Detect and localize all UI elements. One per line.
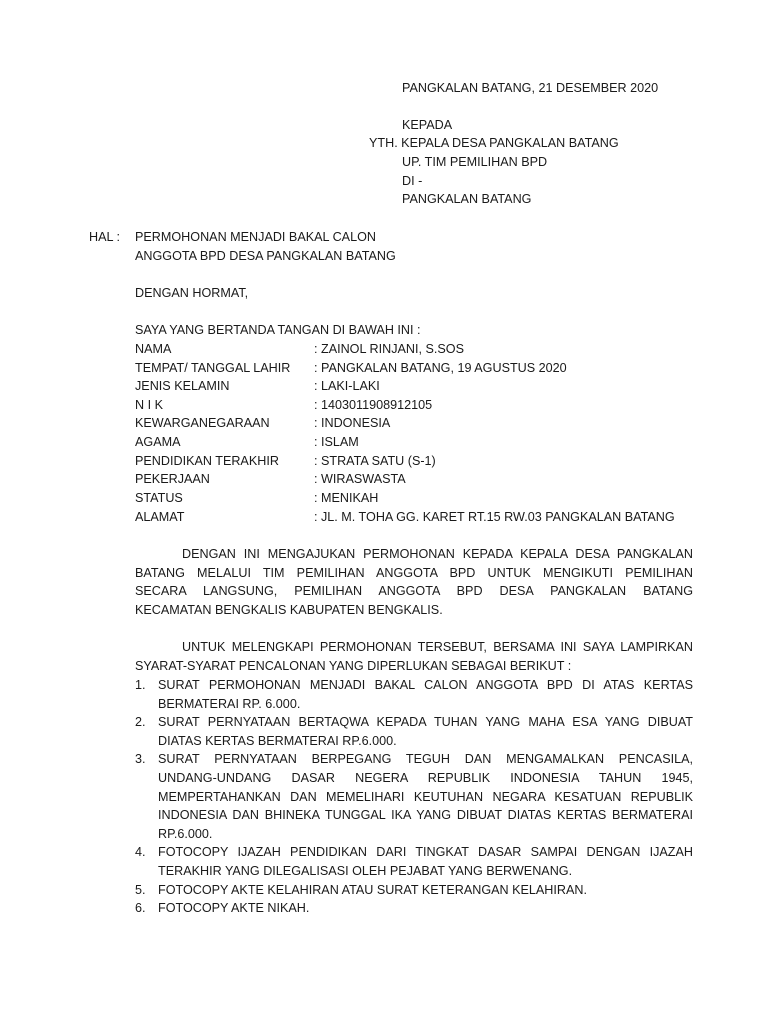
paragraph-request xyxy=(135,545,693,619)
paragraph-attachments xyxy=(135,638,693,675)
list-item-text: FOTOCOPY AKTE KELAHIRAN ATAU SURAT KETERANGAN KELAHIRAN. xyxy=(158,882,587,897)
field-value-pekerjaan: : WIRASWASTA xyxy=(314,472,406,486)
recipient-kepada: KEPADA xyxy=(402,118,453,132)
recipient-up: UP. TIM PEMILIHAN BPD xyxy=(402,155,548,169)
list-item-number: 4. xyxy=(135,845,146,860)
list-item xyxy=(135,843,693,880)
field-label-agama: AGAMA xyxy=(135,435,181,449)
list-item xyxy=(135,713,693,750)
field-label-kewarganegaraan: KEWARGANEGARAAN xyxy=(135,416,270,430)
paragraph-attachments-line: UNTUK MELENGKAPI PERMOHONAN TERSEBUT, BERSAMA INI SAYA LAMPIRKAN xyxy=(182,640,693,654)
list-item-text: UNDANG-UNDANG DASAR NEGERA REPUBLIK INDONESIA TAHUN 1945, xyxy=(158,770,693,785)
recipient-yth: YTH. KEPALA DESA PANGKALAN BATANG xyxy=(369,136,619,150)
field-value-agama: : ISLAM xyxy=(314,435,359,449)
greeting: DENGAN HORMAT, xyxy=(135,286,249,300)
list-item-number: 6. xyxy=(135,901,146,916)
list-item-text: MEMPERTAHANKAN DAN MEMELIHARI KEUTUHAN NEGARA KESATUAN REPUBLIK xyxy=(158,789,693,804)
field-label-ttl: TEMPAT/ TANGGAL LAHIR xyxy=(135,361,291,375)
paragraph-attachments-line: SYARAT-SYARAT PENCALONAN YANG DIPERLUKAN SEBAGAI BERIKUT : xyxy=(135,658,572,673)
list-item-number: 3. xyxy=(135,752,146,767)
list-item-text: TERAKHIR YANG DILEGALISASI OLEH PEJABAT YANG BERWENANG. xyxy=(158,863,573,878)
subject-line-1: PERMOHONAN MENJADI BAKAL CALON xyxy=(135,230,376,244)
recipient-place: PANGKALAN BATANG xyxy=(402,192,532,206)
recipient-di: DI - xyxy=(402,174,423,188)
place-date: PANGKALAN BATANG, 21 DESEMBER 2020 xyxy=(402,81,659,95)
field-value-kewarganegaraan: : INDONESIA xyxy=(314,416,391,430)
field-label-nama: NAMA xyxy=(135,342,172,356)
intro-statement: SAYA YANG BERTANDA TANGAN DI BAWAH INI : xyxy=(135,323,421,337)
field-value-jenis-kelamin: : LAKI-LAKI xyxy=(314,379,380,393)
list-item-number: 2. xyxy=(135,715,146,730)
list-item xyxy=(135,676,693,713)
list-item-number: 5. xyxy=(135,882,146,897)
list-item-text: INDONESIA DAN BHINEKA TUNGGAL IKA YANG DIBUAT DIATAS KERTAS BERMATERAI xyxy=(158,808,693,823)
field-label-nik: N I K xyxy=(135,398,163,412)
list-item-text: SURAT PERNYATAAN BERPEGANG TEGUH DAN MENGAMALKAN PENCASILA, xyxy=(158,752,693,767)
paragraph-request-line: DENGAN INI MENGAJUKAN PERMOHONAN KEPADA KEPALA DESA PANGKALAN xyxy=(182,547,693,561)
subject-label: HAL : xyxy=(89,230,121,244)
list-item-text: BERMATERAI RP. 6.000. xyxy=(158,696,301,711)
list-item-text: SURAT PERMOHONAN MENJADI BAKAL CALON ANGGOTA BPD DI ATAS KERTAS xyxy=(158,678,693,692)
paragraph-request-line: BATANG MELALUI TIM PEMILIHAN ANGGOTA BPD UNTUK MENGIKUTI PEMILIHAN xyxy=(135,565,693,580)
list-item xyxy=(135,881,693,900)
requirements-list xyxy=(135,676,693,918)
subject-line-2: ANGGOTA BPD DESA PANGKALAN BATANG xyxy=(135,249,396,263)
field-label-pekerjaan: PEKERJAAN xyxy=(135,472,210,486)
paragraph-request-line: SECARA LANGSUNG, PEMILIHAN ANGGOTA BPD DESA PANGKALAN BATANG xyxy=(135,584,693,599)
field-value-ttl: : PANGKALAN BATANG, 19 AGUSTUS 2020 xyxy=(314,361,567,375)
field-value-nama: : ZAINOL RINJANI, S.SOS xyxy=(314,342,464,356)
field-value-nik: : 1403011908912105 xyxy=(314,398,433,412)
field-value-alamat: : JL. M. TOHA GG. KARET RT.15 RW.03 PANGKALAN BATANG xyxy=(314,510,675,524)
paragraph-request-line: KECAMATAN BENGKALIS KABUPATEN BENGKALIS. xyxy=(135,602,443,617)
field-value-status: : MENIKAH xyxy=(314,491,379,505)
field-label-status: STATUS xyxy=(135,491,183,505)
field-label-jenis-kelamin: JENIS KELAMIN xyxy=(135,379,230,393)
list-item xyxy=(135,899,693,918)
field-value-pendidikan: : STRATA SATU (S-1) xyxy=(314,454,436,468)
list-item-text: FOTOCOPY AKTE NIKAH. xyxy=(158,901,310,916)
list-item-text: RP.6.000. xyxy=(158,826,213,841)
list-item-text: SURAT PERNYATAAN BERTAQWA KEPADA TUHAN YANG MAHA ESA YANG DIBUAT xyxy=(158,715,693,730)
list-item-text: FOTOCOPY IJAZAH PENDIDIKAN DARI TINGKAT DASAR SAMPAI DENGAN IJAZAH xyxy=(158,845,693,860)
list-item-text: DIATAS KERTAS BERMATERAI RP.6.000. xyxy=(158,733,397,748)
field-label-alamat: ALAMAT xyxy=(135,510,185,524)
field-label-pendidikan: PENDIDIKAN TERAKHIR xyxy=(135,454,279,468)
list-item-number: 1. xyxy=(135,678,146,692)
list-item xyxy=(135,750,693,843)
